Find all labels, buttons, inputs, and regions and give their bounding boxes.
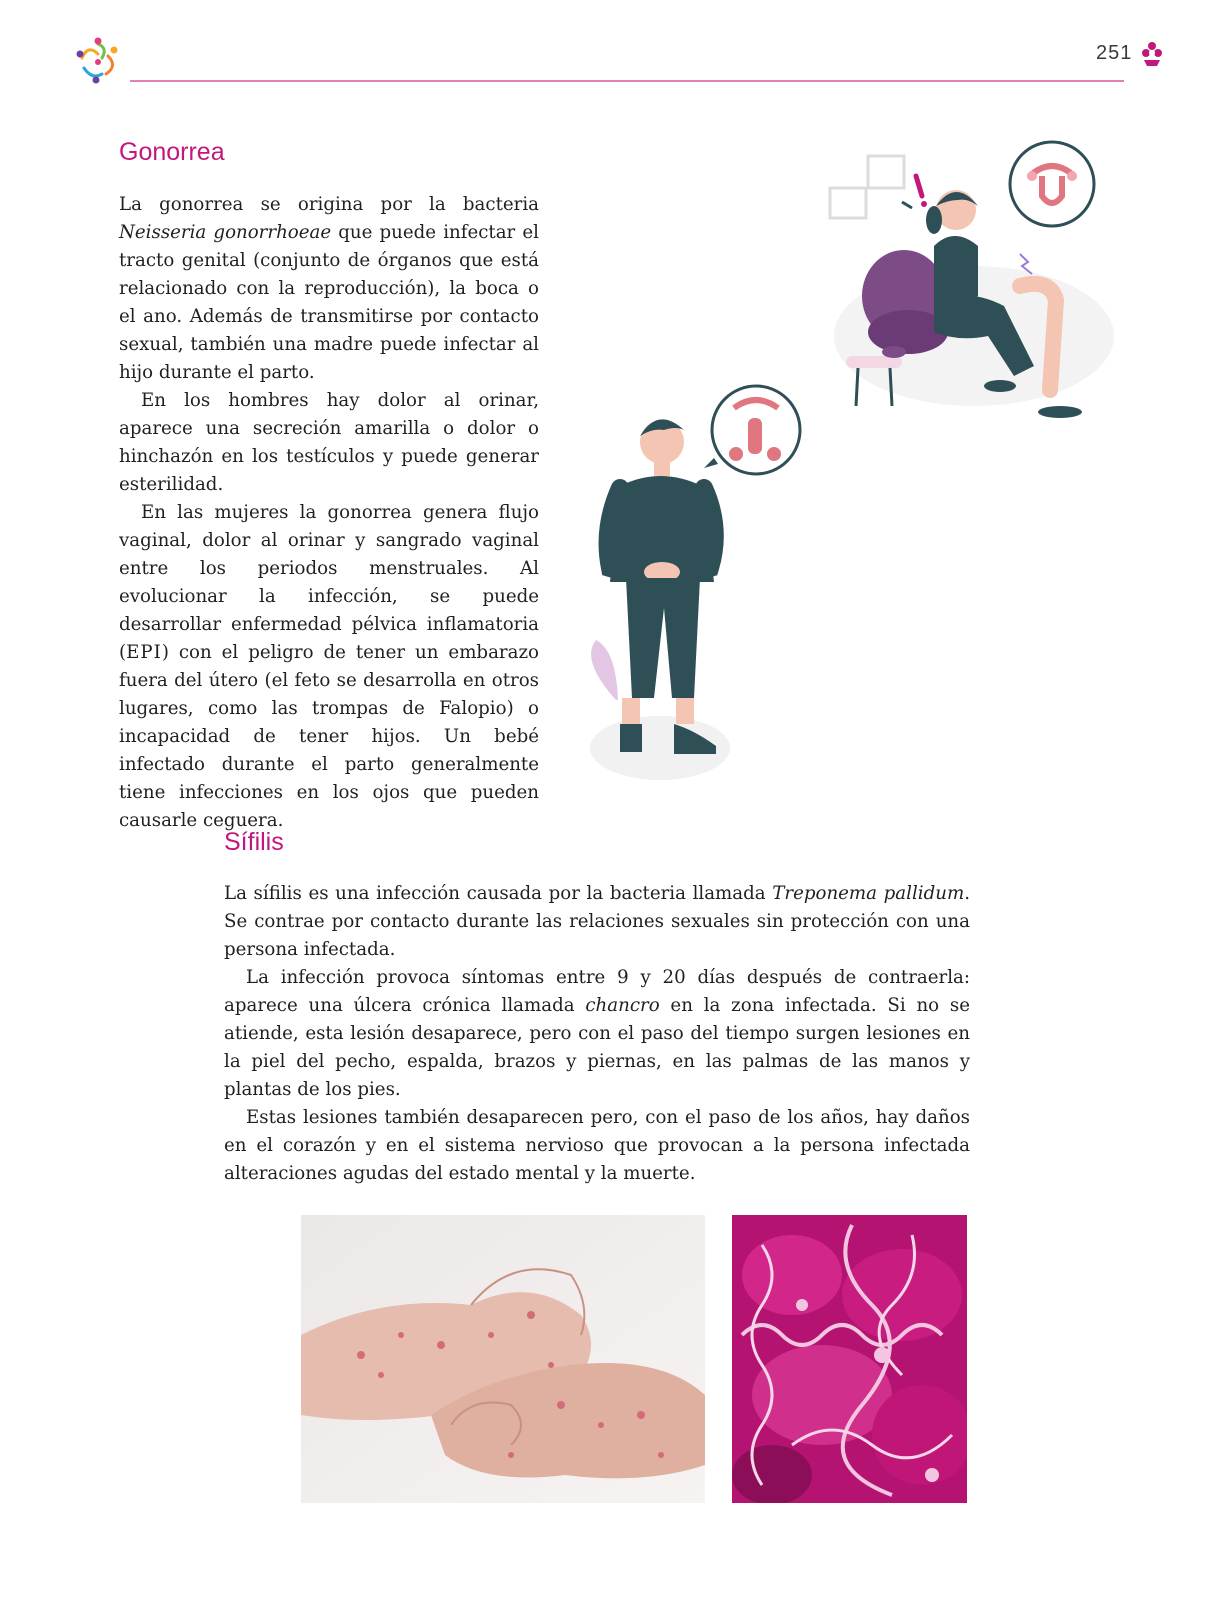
gonorrea-paragraph-3: En las mujeres la gonorrea genera flujo vaginal, dolor al orinar y sangrado vaginal entre los periodos menstruales. Al evolucionar la infección, se puede desarrollar enfermedad pélvica inflamatoria (EPI) con el peligro de tener un embarazo fuera del útero (el feto se desarrolla en otros lugares, como las trompas de Falopio) o incapacidad de tener hijos. Un bebé infectado durante el parto generalmente tiene infecciones en los ojos que pueden causarle ceguera.: [119, 502, 539, 831]
sifilis-paragraph-2: La infección provoca síntomas entre 9 y 20 días después de contraerla: aparece una úlcera crónica llamada chancro en la zona infectada. Si no se atiende, esta lesión desaparece, pero con el paso del tiempo surgen lesiones en la piel del pecho, espalda, brazos y piernas, en las palmas de las manos y plantas de los pies.: [224, 967, 970, 1100]
header-rule: [130, 80, 1124, 82]
section-title-gonorrea: Gonorrea: [119, 138, 225, 166]
page-number: 251: [1096, 42, 1133, 64]
gonorrea-paragraph-2: En los hombres hay dolor al orinar, aparece una secreción amarilla o dolor o hinchazón en los testículos y puede generar esterilidad.: [119, 390, 539, 495]
hands-rash-photo: [301, 1215, 705, 1503]
treponema-bacteria-micrograph: [732, 1215, 967, 1503]
woman-pelvic-pain-illustration: [824, 136, 1124, 436]
pink-ornament-icon: [1140, 40, 1164, 68]
section-title-sifilis: Sífilis: [224, 828, 284, 856]
colorful-figures-logo-icon: [72, 34, 124, 86]
sifilis-paragraph-1: La sífilis es una infección causada por la bacteria llamada Treponema pallidum. Se contrae por contacto durante las relaciones sexuales sin protección con una persona infectada.: [224, 883, 970, 960]
gonorrea-paragraph-1: La gonorrea se origina por la bacteria Neisseria gonorrhoeae que puede infectar el tracto genital (conjunto de órganos que está relacionado con la reproducción), la boca o el ano. Además de transmitirse por contacto sexual, también una madre puede infectar al hijo durante el parto.: [119, 194, 539, 383]
gonorrea-body: [119, 191, 539, 835]
sifilis-paragraph-3: Estas lesiones también desaparecen pero, con el paso de los años, hay daños en el corazón y en el sistema nervioso que provocan a la persona infectada alteraciones agudas del estado mental y la muerte.: [224, 1107, 970, 1184]
man-testicular-pain-illustration: [586, 378, 816, 790]
sifilis-body: [224, 880, 970, 1188]
